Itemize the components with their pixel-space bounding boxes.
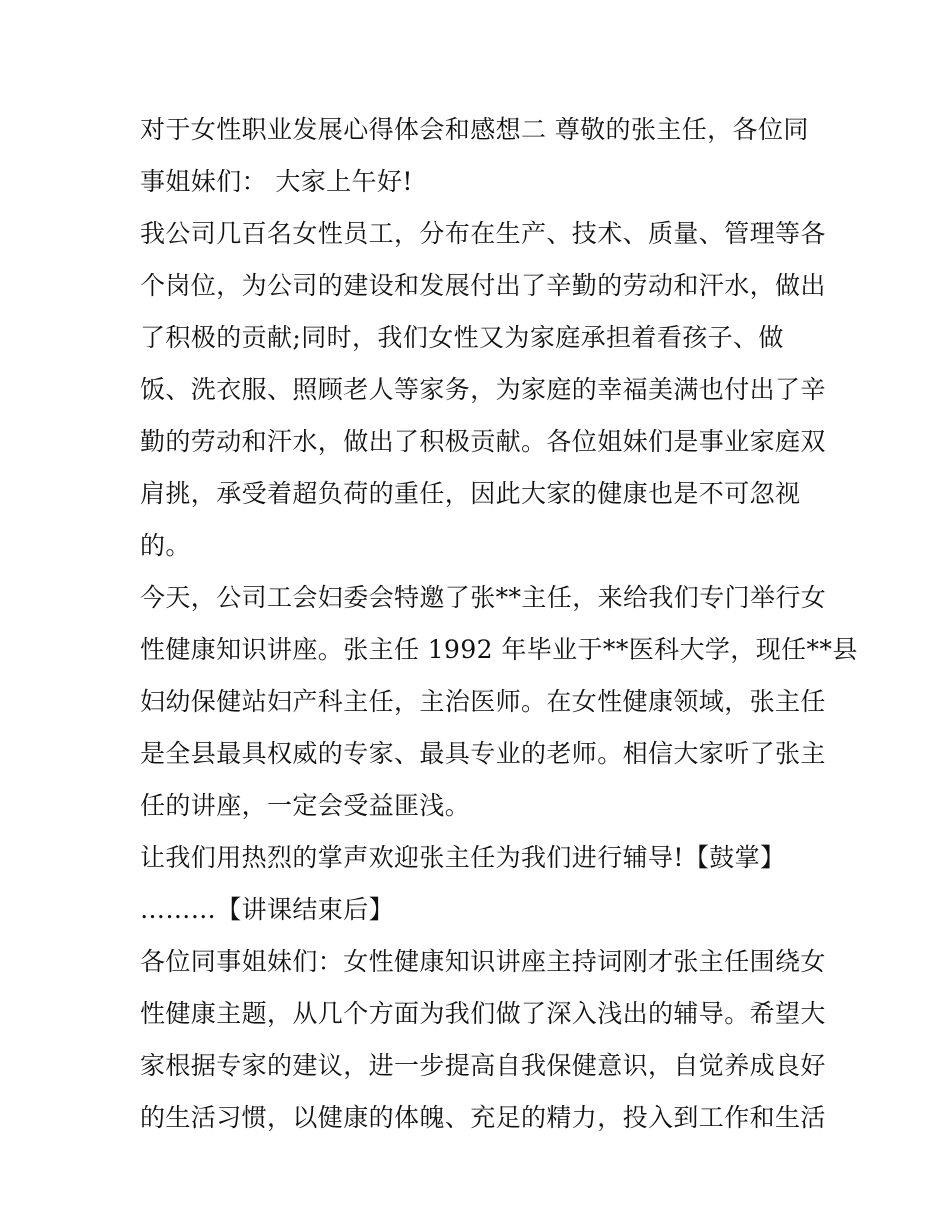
text-line: 今天，公司工会妇委会特邀了张**主任，来给我们专门举行女	[140, 583, 827, 612]
text-line: 个岗位，为公司的建设和发展付出了辛勤的劳动和汗水，做出	[140, 271, 826, 300]
text-line: 对于女性职业发展心得体会和感想二 尊敬的张主任，各位同	[140, 115, 809, 144]
text-line: 家根据专家的建议，进一步提高自我保健意识，自觉养成良好	[140, 1051, 826, 1080]
text-line: 饭、洗衣服、照顾老人等家务，为家庭的幸福美满也付出了辛	[140, 375, 826, 404]
text-line: 妇幼保健站妇产科主任，主治医师。在女性健康领域，张主任	[140, 687, 826, 716]
text-line: 了积极的贡献;同时，我们女性又为家庭承担着看孩子、做	[140, 323, 784, 352]
text-line: 事姐妹们： 大家上午好!	[140, 167, 413, 196]
text-line: 的。	[140, 531, 191, 560]
text-line: 的生活习惯，以健康的体魄、充足的精力，投入到工作和生活	[140, 1103, 826, 1132]
text-line: 性健康主题，从几个方面为我们做了深入浅出的辅导。希望大	[140, 999, 826, 1028]
text-line: 勤的劳动和汗水，做出了积极贡献。各位姐妹们是事业家庭双	[140, 427, 826, 456]
text-line: 我公司几百名女性员工，分布在生产、技术、质量、管理等各	[140, 219, 826, 248]
text-line: 任的讲座，一定会受益匪浅。	[140, 791, 471, 820]
text-line: 让我们用热烈的掌声欢迎张主任为我们进行辅导!【鼓掌】	[140, 843, 786, 872]
text-line: 性健康知识讲座。张主任 1992 年毕业于**医科大学，现任**县	[140, 635, 858, 664]
text-line: ………【讲课结束后】	[140, 895, 395, 924]
text-line: 是全县最具权威的专家、最具专业的老师。相信大家听了张主	[140, 739, 826, 768]
text-line: 肩挑，承受着超负荷的重任，因此大家的健康也是不可忽视	[140, 479, 801, 508]
text-line: 各位同事姐妹们：女性健康知识讲座主持词刚才张主任围绕女	[140, 947, 826, 976]
